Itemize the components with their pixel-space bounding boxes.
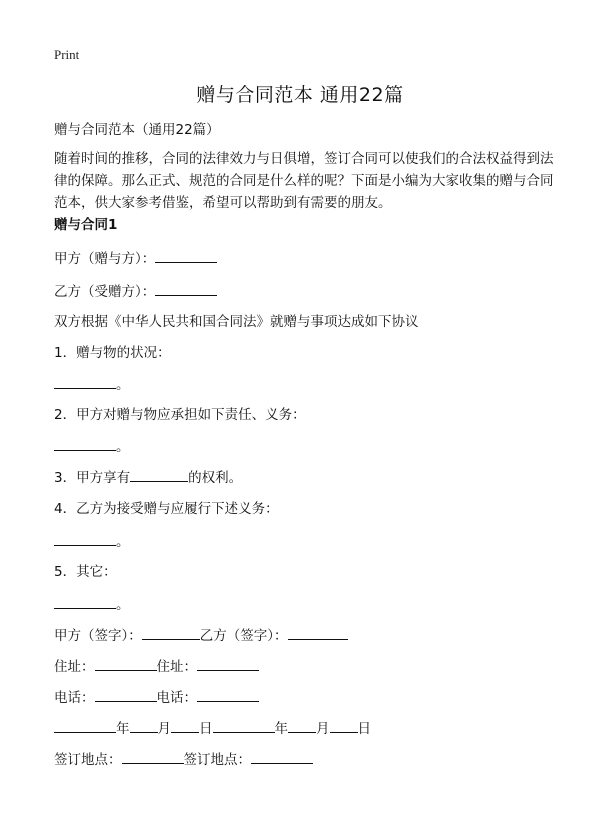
sign-b-label: 乙方（签字）： — [199, 628, 288, 644]
address-b-blank — [197, 656, 259, 671]
sign-b-blank — [288, 625, 348, 640]
day-b-blank — [330, 718, 358, 733]
subtitle: 赠与合同范本（通用22篇） — [54, 122, 220, 138]
phone-line — [54, 687, 259, 708]
intro-paragraph: 随着时间的推移，合同的法律效力与日俱增，签订合同可以使我们的合法权益得到法律的保障。那么正式、规范的合同是什么样的呢？下面是小编为大家收集的赠与合同范本，供大家参考借鉴，希望可以帮助到有需要的朋友。 — [54, 151, 554, 211]
item-3-suffix: 的权利。 — [188, 470, 243, 486]
address-line — [54, 656, 259, 677]
sign-a-label: 甲方（签字）： — [54, 628, 142, 644]
item-4: 4．乙方为接受赠与应履行下述义务： — [54, 501, 279, 517]
item-1-blank-line — [54, 374, 130, 395]
signature-line — [54, 625, 348, 646]
year-a-label: 年 — [116, 721, 130, 737]
party-b-label: 乙方（受赠方）： — [54, 284, 156, 300]
item-3-prefix: 3．甲方享有 — [54, 470, 131, 486]
sign-place-b-label: 签订地点： — [183, 752, 251, 768]
year-b-blank — [213, 718, 275, 733]
phone-b-label: 电话： — [156, 690, 197, 706]
year-a-blank — [54, 718, 116, 733]
month-a-label: 月 — [157, 721, 171, 737]
sign-place-a-label: 签订地点： — [54, 752, 122, 768]
party-a-label: 甲方（赠与方）： — [54, 251, 156, 267]
item-5-period: 。 — [116, 597, 130, 613]
item-1-blank — [54, 374, 116, 389]
item-2-blank-line — [54, 436, 130, 457]
month-b-label: 月 — [316, 721, 330, 737]
day-a-blank — [171, 718, 199, 733]
day-a-label: 日 — [199, 721, 213, 737]
sign-place-a-blank — [122, 749, 184, 764]
item-2-period: 。 — [116, 439, 130, 455]
address-b-label: 住址： — [156, 659, 197, 675]
item-1-period: 。 — [116, 377, 130, 393]
party-a-blank — [155, 248, 217, 263]
month-a-blank — [130, 718, 158, 733]
item-5-blank — [54, 594, 116, 609]
date-line — [54, 718, 371, 739]
page-title: 赠与合同范本 通用22篇 — [196, 84, 404, 106]
day-b-label: 日 — [357, 721, 371, 737]
item-3-blank — [130, 467, 188, 482]
sign-place-b-blank — [251, 749, 313, 764]
item-5-blank-line — [54, 594, 130, 615]
item-2-blank — [54, 436, 116, 451]
party-b-blank — [155, 281, 217, 296]
item-5: 5．其它： — [54, 564, 117, 580]
phone-a-blank — [95, 687, 157, 702]
item-4-blank — [54, 531, 116, 546]
address-a-label: 住址： — [54, 659, 95, 675]
item-2: 2．甲方对赠与物应承担如下责任、义务： — [54, 407, 306, 423]
party-a-line — [54, 248, 217, 269]
party-b-line — [54, 281, 217, 302]
item-4-blank-line — [54, 531, 130, 552]
sign-a-blank — [142, 625, 200, 640]
phone-b-blank — [197, 687, 259, 702]
item-4-period: 。 — [116, 534, 130, 550]
year-b-label: 年 — [274, 721, 288, 737]
phone-a-label: 电话： — [54, 690, 95, 706]
sign-place-line — [54, 749, 313, 770]
section-heading: 赠与合同1 — [54, 217, 118, 233]
print-link[interactable]: Print — [54, 47, 80, 62]
item-3 — [54, 467, 242, 488]
agreement-line: 双方根据《中华人民共和国合同法》就赠与事项达成如下协议 — [54, 314, 419, 330]
address-a-blank — [95, 656, 157, 671]
item-1: 1．赠与物的状况： — [54, 345, 171, 361]
month-b-blank — [288, 718, 316, 733]
